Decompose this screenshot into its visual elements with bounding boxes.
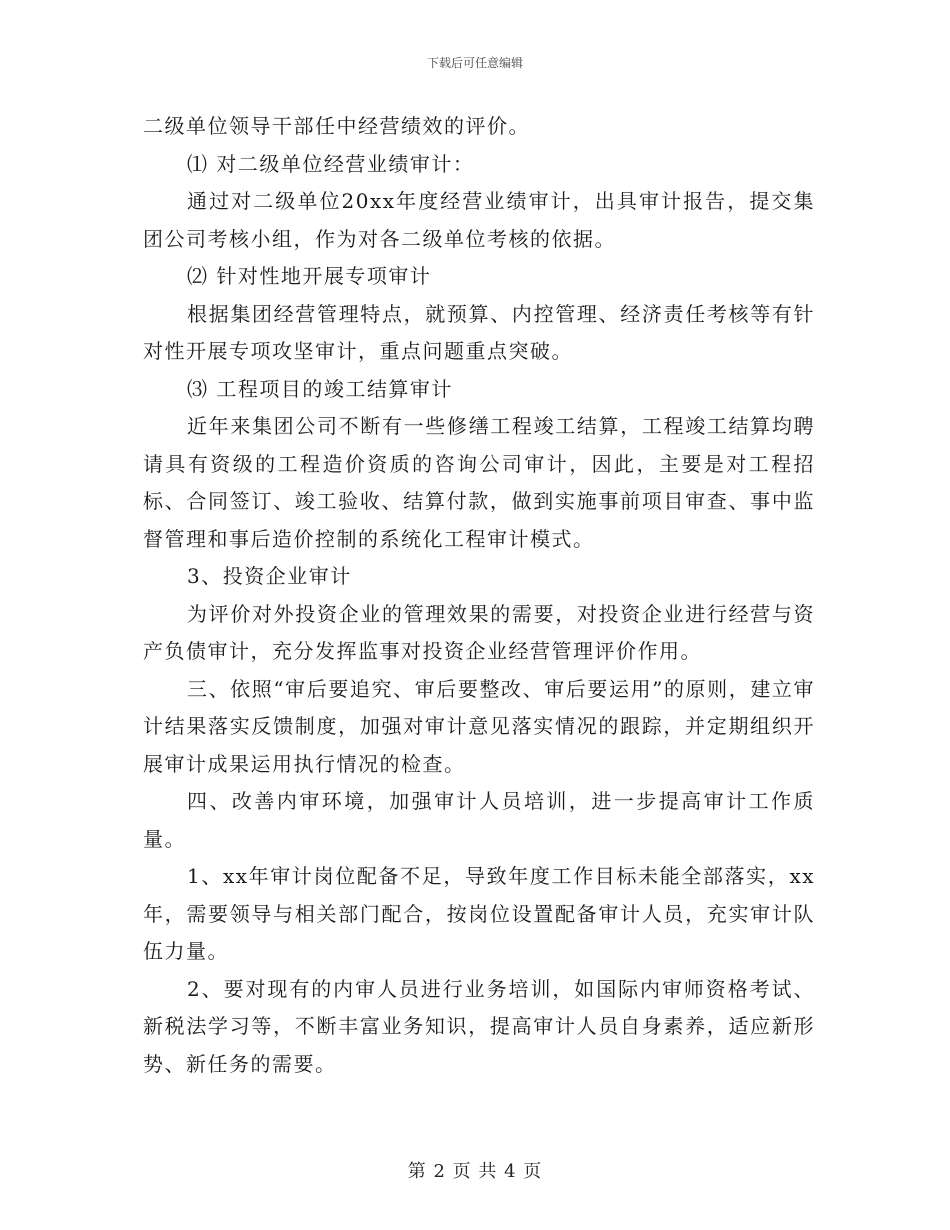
- document-body: [143, 108, 815, 1083]
- paragraph: ⑶ 工程项目的竣工结算审计: [187, 376, 453, 401]
- paragraph: 3、投资企业审计: [187, 564, 352, 588]
- paragraph: 2、要对现有的内审人员进行业务培训，如国际内审师资格考试、新税法学习等，不断丰富业务知识，提高审计人员自身素养，适应新形势、新任务的需要。: [143, 976, 815, 1076]
- paragraph: 四、改善内审环境，加强审计人员培训，进一步提高审计工作质量。: [143, 789, 815, 851]
- paragraph: ⑵ 针对性地开展专项审计: [187, 264, 432, 288]
- page-number-footer: 第 2 页 共 4 页: [407, 1161, 543, 1182]
- paragraph: 近年来集团公司不断有一些修缮工程竣工结算，工程竣工结算均聘请具有资级的工程造价资质的咨询公司审计，因此，主要是对工程招标、合同签订、竣工验收、结算付款，做到实施事前项目审查、事中监督管理和事后造价控制的系统化工程审计模式。: [143, 414, 815, 551]
- paragraph: 为评价对外投资企业的管理效果的需要，对投资企业进行经营与资产负债审计，充分发挥监事对投资企业经营管理评价作用。: [143, 601, 815, 663]
- paragraph: ⑴ 对二级单位经营业绩审计：: [187, 151, 475, 176]
- paragraph: 1、xx年审计岗位配备不足，导致年度工作目标未能全部落实，xx年，需要领导与相关部门配合，按岗位设置配备审计人员，充实审计队伍力量。: [143, 864, 815, 963]
- paragraph: 根据集团经营管理特点，就预算、内控管理、经济责任考核等有针对性开展专项攻坚审计，重点问题重点突破。: [143, 301, 815, 363]
- paragraph: 通过对二级单位20xx年度经营业绩审计，出具审计报告，提交集团公司考核小组，作为对各二级单位考核的依据。: [143, 189, 815, 251]
- paragraph: 二级单位领导干部任中经营绩效的评价。: [143, 114, 530, 138]
- paragraph: 三、依照“审后要追究、审后要整改、审后要运用”的原则，建立审计结果落实反馈制度，加强对审计意见落实情况的跟踪，并定期组织开展审计成果运用执行情况的检查。: [143, 676, 815, 776]
- page-header: 下载后可任意编辑: [426, 56, 523, 70]
